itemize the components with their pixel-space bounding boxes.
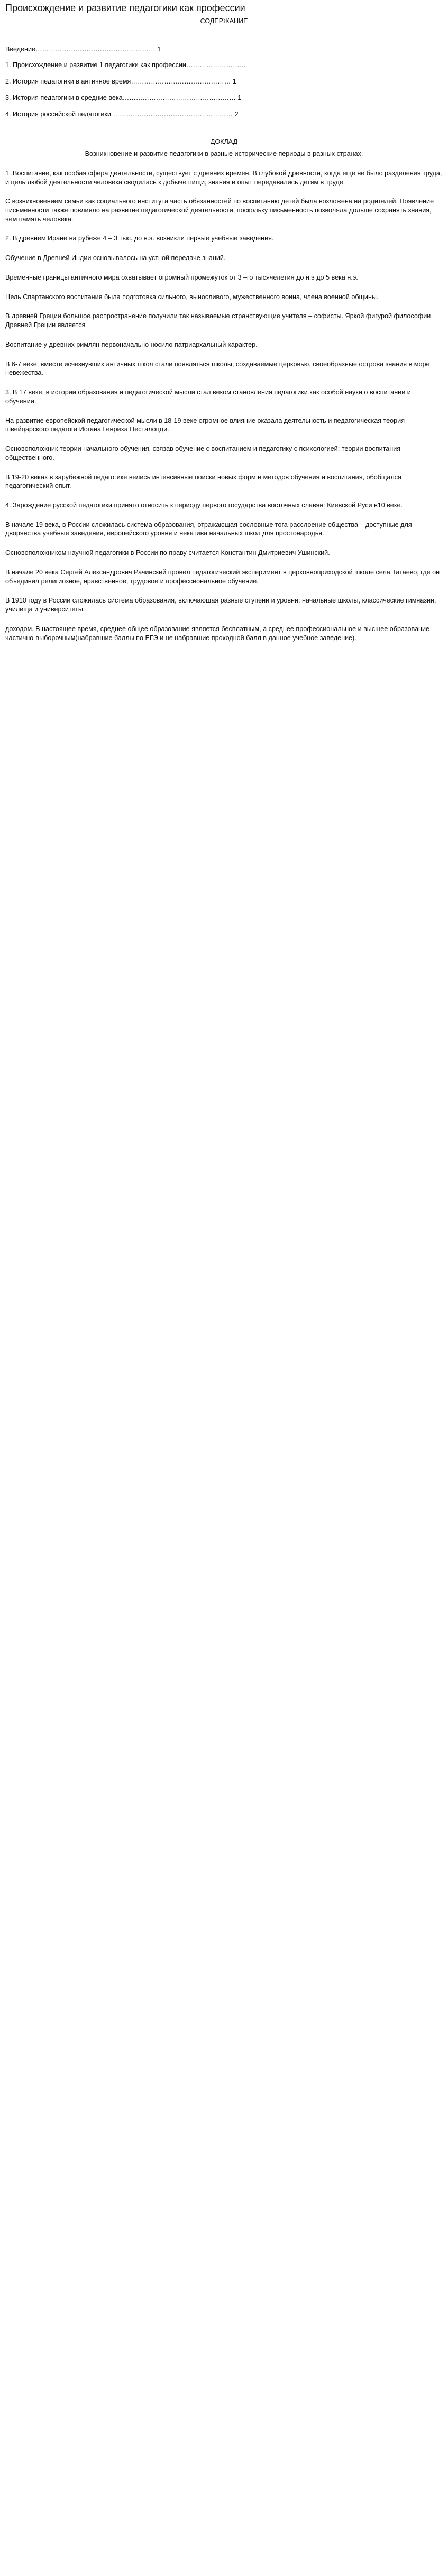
- body-paragraph: Обучение в Древней Индии основывалось на устной передаче знаний.: [5, 254, 226, 262]
- body-paragraph: С возникновением семьи как социального института часть обязанностей по воспитанию детей была возложена на родителей. Появление письменности также повлияло на развитие педагогической деятельности, поскольку письменность позволяла дольше сохранять знания, чем память человека.: [5, 198, 434, 223]
- body-paragraph: В 19-20 веках в зарубежной педагогике велись интенсивные поиски новых форм и методов обучения и воспитания, обобщался педагогический опыт.: [5, 473, 401, 490]
- toc-entry: 2. История педагогики в античное время……………………………………… 1: [5, 78, 236, 86]
- report-title: Возникновение и развитие педагогики в разные исторические периоды в разных странах.: [85, 150, 363, 158]
- body-paragraph: В древней Греции большое распространение получили так называемые странствующие учителя – софисты. Яркой фигурой философии Древней Греции является: [5, 312, 431, 329]
- body-paragraph: Основоположником научной педагогики в России по праву считается Константин Дмитриевич Ушинский.: [5, 549, 330, 557]
- document-title: Происхождение и развитие педагогики как профессии: [5, 3, 245, 13]
- body-paragraph: 3. В 17 веке, в истории образования и педагогической мысли стал веком становления педагогики как особой науки о воспитании и обучении.: [5, 388, 411, 405]
- body-paragraph: В начале 19 века, в России сложилась система образования, отражающая сословные тога расслоение общества – доступные для дворянства учебные заведения, европейского уровня и некатива начальных школ для простонародья.: [5, 521, 412, 538]
- body-paragraph: 1 .Воспитание, как особая сфера деятельности, существует с древних времён. В глубокой древности, когда ещё не было разделения труда, и цель любой деятельности человека сводилась к добыче пищи, знания и опыт передавались детям в труде.: [5, 169, 442, 186]
- document-page: [0, 0, 448, 663]
- body-paragraph: доходом. В настоящее время, среднее общее образование является бесплатным, а среднее профессиональное и высшее образование частично-выборочным(набравшие баллы по ЕГЭ и не набравшие проходной балл в данное учебное заведение).: [5, 625, 430, 642]
- toc-entry: Введение……………………………………………… 1: [5, 45, 161, 53]
- body-paragraph: На развитие европейской педагогической мысли в 18-19 веке огромное влияние оказала деятельность и педагогическая теория швейцарского педагога Иогана Генриха Песталоцци.: [5, 416, 405, 433]
- body-paragraph: В начале 20 века Сергей Александрович Рачинский провёл педагогический эксперимент в церковноприходской школе села Татаево, где он объединил религиозное, нравственное, трудовое и профессиональное обучение.: [5, 568, 440, 585]
- toc-heading: СОДЕРЖАНИЕ: [200, 17, 248, 25]
- toc-entry: 4. История российской педагогики ……………………………………………… 2: [5, 110, 239, 118]
- body-paragraph: Воспитание у древних римлян первоначально носило патриархальный характер.: [5, 340, 258, 348]
- document-body: [5, 169, 443, 643]
- body-paragraph: В 6-7 веке, вместе исчезнувших античных школ стали появляться школы, создаваемые церковью, своеобразные острова знания в море невежества.: [5, 360, 430, 377]
- toc-entry: 1. Происхождение и развитие 1 педагогики как профессии………………………: [5, 61, 246, 69]
- body-paragraph: Временные границы античного мира охватывает огромный промежуток от 3 –го тысячелетия до н.э до 5 века н.э.: [5, 273, 358, 281]
- report-label: ДОКЛАД: [210, 138, 238, 146]
- body-paragraph: Основоположник теории начального обучения, связав обучение с воспитанием и педагогику с психологией; теории воспитания общественного.: [5, 445, 401, 461]
- table-of-contents: [5, 45, 443, 119]
- toc-entry: 3. История педагогики в средние века…………………………………………… 1: [5, 94, 242, 101]
- body-paragraph: В 1910 году в России сложилась система образования, включающая разные ступени и уровни: начальные школы, классические гимназии, училища и университеты.: [5, 597, 436, 614]
- body-paragraph: 4. Зарождение русской педагогики принято относить к периоду первого государства восточных славян: Киевской Руси в10 веке.: [5, 501, 403, 509]
- body-paragraph: Цель Спартанского воспитания была подготовка сильного, выносливого, мужественного воина, члена военной общины.: [5, 293, 379, 301]
- body-paragraph: 2. В древнем Иране на рубеже 4 – 3 тыс. до н.э. возникли первые учебные заведения.: [5, 235, 274, 243]
